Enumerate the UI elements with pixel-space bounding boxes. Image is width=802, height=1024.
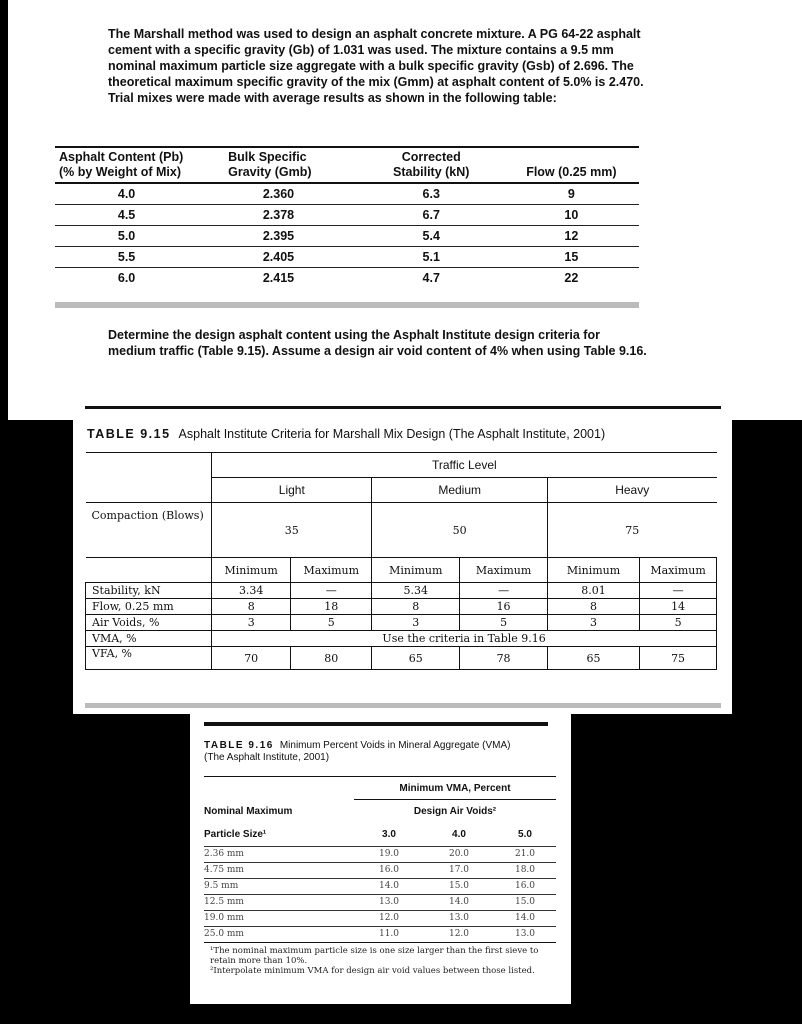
header-bulk-gravity: Bulk Specific Gravity (Gmb) bbox=[228, 150, 312, 179]
table-row: 5.5 2.405 5.1 15 bbox=[55, 247, 639, 268]
table-row: 4.75 mm 16.0 17.0 18.0 bbox=[204, 862, 556, 878]
min-vma-header: Minimum VMA, Percent bbox=[354, 777, 556, 800]
vma-note: Use the criteria in Table 9.16 bbox=[212, 631, 717, 647]
light-header: Light bbox=[212, 478, 372, 503]
table-row: 9.5 mm 14.0 15.0 16.0 bbox=[204, 878, 556, 894]
table-9-15-panel bbox=[73, 404, 732, 714]
table-9-16-panel bbox=[190, 714, 571, 1004]
traffic-level-header: Traffic Level bbox=[212, 453, 717, 478]
table-row: 4.5 2.378 6.7 10 bbox=[55, 205, 639, 226]
particle-size-header: Particle Size¹ bbox=[204, 824, 354, 847]
footnote-2: ²Interpolate minimum VMA for design air void values between those listed. bbox=[210, 966, 535, 976]
table-row: VFA, % 70 80 65 78 65 75 bbox=[86, 647, 717, 670]
table-9-15-title: TABLE 9.15 Asphalt Institute Criteria for Marshall Mix Design (The Asphalt Institute, 2001) bbox=[87, 427, 606, 441]
design-air-voids-header: Design Air Voids² bbox=[354, 800, 556, 824]
nominal-max-header: Nominal Maximum bbox=[204, 806, 293, 817]
table-row: 5.0 2.395 5.4 12 bbox=[55, 226, 639, 247]
table-9-16: Minimum VMA, Percent Nominal Maximum Design Air Voids² Particle Size¹ 3.0 4.0 5.0 2.36 mm 19.0 20.0 21.0 4.75 mm 16.0 17.0 18.0 9.5 mm 14.0 15.0 16.0 12.5 mm 13.0 14.0 15.0 19.0 mm 12.0 13.0 14.0 25.0 mm 11.0 12.0 13.0 bbox=[204, 776, 556, 943]
compaction-label: Compaction (Blows) bbox=[86, 503, 212, 558]
table-9-15: Traffic Level Light Medium Heavy Compaction (Blows) 35 50 75 Minimum Maximum Minimum Maximum Minimum Maximum Stability, kN 3.34 — 5.34 — 8.01 — Flow, 0.25 mm 8 18 8 16 8 14 Air Voids, % 3 5 3 5 3 5 VMA, % Use the criteria in Table 9.16 VFA, % 70 80 65 78 65 75 bbox=[85, 452, 717, 670]
medium-header: Medium bbox=[372, 478, 548, 503]
table-row: Stability, kN 3.34 — 5.34 — 8.01 — bbox=[86, 583, 717, 599]
problem-paragraph: The Marshall method was used to design an asphalt concrete mixture. A PG 64-22 asphalt cement with a specific gravity (Gb) of 1.031 was used. The mixture contains a 9.5 mm nominal maximum particle size aggregate with a bulk specific gravity (Gsb) of 2.696. The theoretical maximum specific gravity of the mix (Gmm) at asphalt content of 5.0% is 2.470. Trial mixes were made with average results as shown in the following table: bbox=[108, 27, 644, 105]
header-asphalt-content: Asphalt Content (Pb) (% by Weight of Mix) bbox=[59, 150, 184, 179]
table-9-16-title: TABLE 9.16 Minimum Percent Voids in Mineral Aggregate (VMA) (The Asphalt Institute, 2001) bbox=[204, 740, 511, 763]
trial-table-header bbox=[55, 147, 639, 183]
table-row: VMA, % Use the criteria in Table 9.16 bbox=[86, 631, 717, 647]
header-flow: Flow (0.25 mm) bbox=[526, 165, 617, 179]
trial-mix-table bbox=[55, 146, 639, 288]
footnote-1: ¹The nominal maximum particle size is one size larger than the first sieve to retain more than 10%. bbox=[210, 946, 539, 966]
table-row: 2.36 mm 19.0 20.0 21.0 bbox=[204, 846, 556, 862]
table-row: Flow, 0.25 mm 8 18 8 16 8 14 bbox=[86, 599, 717, 615]
top-rule bbox=[85, 406, 721, 409]
table-bottom-rule bbox=[55, 302, 639, 308]
table-row: 4.0 2.360 6.3 9 bbox=[55, 183, 639, 205]
table-row: 6.0 2.415 4.7 22 bbox=[117, 271, 579, 285]
header-stability: Corrected Stability (kN) bbox=[393, 150, 470, 179]
top-rule bbox=[204, 722, 548, 726]
table-row: 12.5 mm 13.0 14.0 15.0 bbox=[204, 894, 556, 910]
table-9-16-footnotes bbox=[210, 946, 560, 976]
problem-panel bbox=[8, 0, 802, 420]
table-row: 19.0 mm 12.0 13.0 14.0 bbox=[204, 910, 556, 926]
table-row: 25.0 mm 11.0 12.0 13.0 bbox=[204, 926, 556, 942]
heavy-header: Heavy bbox=[547, 478, 716, 503]
table-9-15-bottom-rule bbox=[85, 703, 721, 708]
table-row: Air Voids, % 3 5 3 5 3 5 bbox=[86, 615, 717, 631]
question-paragraph: Determine the design asphalt content using the Asphalt Institute design criteria for medium traffic (Table 9.15). Assume a design air void content of 4% when using Table 9.16. bbox=[108, 328, 647, 358]
